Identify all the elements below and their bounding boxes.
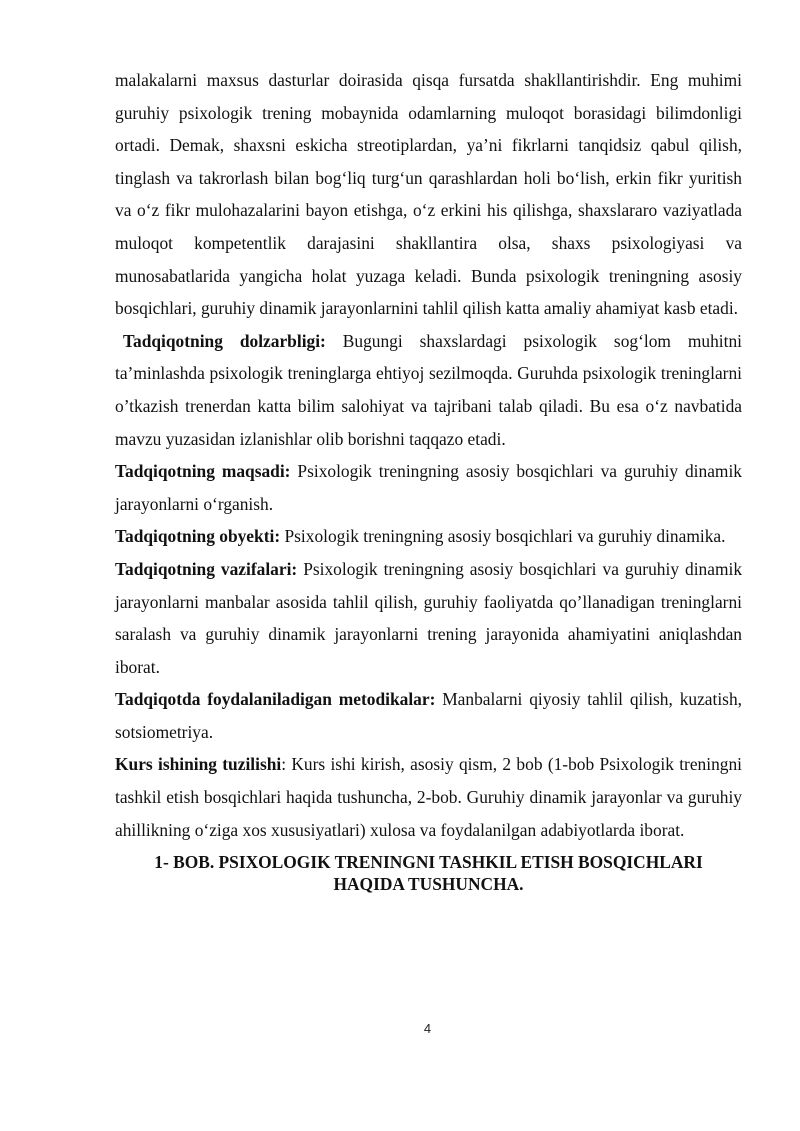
- structure-text: : Kurs ishi kirish, asosiy qism, 2 bob (1-bob Psixologik treningni tashkil etish bosqichlari haqida tushuncha, 2-bob. Guruhiy dinamik jarayonlar va guruhiy ahillikning o‘ziga xos xususiyatlari) xulosa va foydalanilgan adabiyotlarda iborat.: [115, 754, 742, 840]
- page-number: 4: [423, 1021, 432, 1036]
- methods-text: Manbalarni qiyosiy tahlil qilish, kuzatish, sotsiometriya.: [115, 689, 742, 742]
- intro-paragraph: malakalarni maxsus dasturlar doirasida qisqa fursatda shakllantirishdir. Eng muhimi guruhiy psixologik trening mobaynida odamlarning muloqot borasidagi bilimdonligi ortadi. Demak, shaxsni eskicha streotiplardan, ya’ni fikrlarni tanqidsiz qabul qilish, tinglash va takrorlash bilan bog‘liq turg‘un qarashlardan holi bo‘lish, erkin fikr yuritish va o‘z fikr mulohazalarini bayon etishga, o‘z erkini his qilishga, shaxslararo vaziyatlada muloqot kompetentlik darajasini shakllantira olsa, shaxs psixologiyasi va munosabatlarida yangicha holat yuzaga keladi. Bunda psixologik treningning asosiy bosqichlari, guruhiy dinamik jarayonlarnini tahlil qilish katta amaliy ahamiyat kasb etadi.: [115, 70, 742, 319]
- methods-paragraph: [115, 683, 742, 748]
- relevance-label: Tadqiqotning dolzarbligi:: [123, 330, 326, 351]
- document-page: [115, 64, 742, 895]
- relevance-paragraph: [115, 325, 742, 455]
- tasks-text: Psixologik treningning asosiy bosqichlari va guruhiy dinamik jarayonlarni manbalar asosida tahlil qilish, guruhiy faoliyatda qo’llanadigan treninglarni saralash va guruhiy dinamik jarayonlarni trening jarayonida ahamiyatini aniqlashdan iborat.: [115, 558, 743, 677]
- goal-text: Psixologik treningning asosiy bosqichlari va guruhiy dinamik jarayonlarni o‘rganish.: [115, 461, 742, 514]
- methods-label: Tadqiqotda foydalaniladigan metodikalar:: [115, 689, 436, 710]
- chapter-heading-line-1: 1- BOB. PSIXOLOGIK TRENINGNI TASHKIL ETISH BOSQICHLARI: [154, 852, 703, 873]
- tasks-label: Tadqiqotning vazifalari:: [115, 558, 298, 579]
- object-label: Tadqiqotning obyekti:: [115, 526, 281, 547]
- chapter-heading-line-2: HAQIDA TUSHUNCHA.: [333, 874, 524, 895]
- chapter-heading: [115, 851, 742, 895]
- object-paragraph: [115, 520, 742, 553]
- relevance-text: Bugungi shaxslardagi psixologik sog‘lom muhitni ta’minlashda psixologik treninglarga ehtiyoj sezilmoqda. Guruhda psixologik treninglarni o’tkazish trenerdan katta bilim salohiyat va tajribani talab qiladi. Bu esa o‘z navbatida mavzu yuzasidan izlanishlar olib borishni taqqazo etadi.: [115, 330, 742, 449]
- structure-paragraph: [115, 748, 742, 846]
- goal-paragraph: [115, 455, 742, 520]
- object-text: Psixologik treningning asosiy bosqichlari va guruhiy dinamika.: [280, 526, 726, 547]
- structure-label: Kurs ishining tuzilishi: [115, 754, 282, 775]
- goal-label: Tadqiqotning maqsadi:: [115, 461, 291, 482]
- tasks-paragraph: [115, 553, 742, 683]
